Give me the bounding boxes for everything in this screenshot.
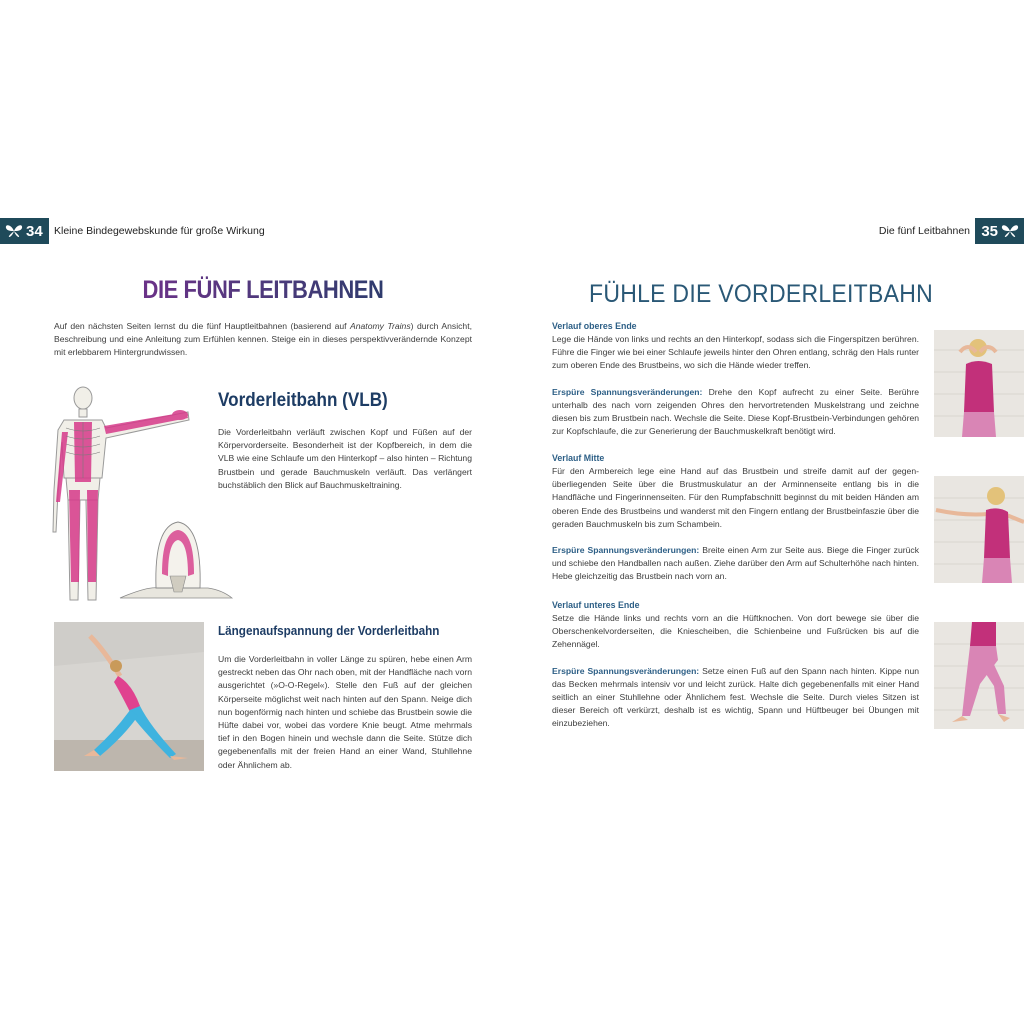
page-number: 34: [26, 222, 43, 240]
photo-lunge-foot-on-instep: [934, 622, 1024, 729]
section-lower-end: [552, 599, 919, 731]
vlb-heading: Vorderleitbahn (VLB): [218, 390, 388, 411]
section-heading: Verlauf unteres Ende: [552, 600, 640, 610]
section-text: Setze die Hände links und rechts vorn an die Hüftknochen. Von dort bewege sie über die Oberschenkelvorderseiten, die Kniescheiben, die Schienbeine und Fußrücken bis auf die Zehennägel.: [552, 613, 919, 650]
stretch-heading: Längenaufspannung der Vorderleitbahn: [218, 623, 440, 638]
section-upper-end: [552, 320, 919, 438]
anatomy-illustration-head-loop: [118, 518, 234, 602]
photo-arm-extension: [934, 476, 1024, 583]
page-title-right: FÜHLE DIE VORDERLEITBAHN: [588, 280, 934, 308]
feel-paragraph: Erspüre Spannungsveränderungen: Drehe den Kopf aufrecht zu einer Seite. Berühre unterhalb des nach vorn zeigenden Ohres den hervortretenden Muskelstrang und zeichne diesen bis zum Brustbein nach. Wechsle die Seite. Diese Kopf-Brustbein-Verbindungen gehören zur Kopfschlaufe, die zur Generierung der Bauchmuskelkraft benötigt wird.: [552, 386, 919, 437]
running-head-right: Die fünf Leitbahnen: [878, 225, 970, 237]
photo-head-loop-exercise: [934, 330, 1024, 437]
page-number: 35: [981, 222, 998, 240]
butterfly-icon: [5, 224, 23, 238]
page-number-box-left: [0, 218, 49, 244]
section-text: Lege die Hände von links und rechts an den Hinterkopf, sodass sich die Fingerspitzen berühren. Führe die Finger wie bei einer Schlaufe jeweils hinter den Ohren entlang, schräg den Hals runter zum oberen Ende des Brustbeins, wo sich die Hände wieder treffen.: [552, 334, 919, 371]
page-number-box-right: [975, 218, 1024, 244]
vlb-description: Die Vorderleitbahn verläuft zwischen Kopf und Füßen auf der Körpervorderseite. Besonderheit ist der Kopfbereich, in dem die VLB wie eine Schlaufe um den Hinterkopf – also hinten – Richtung Brustbein und gerade Bauchmuskeln verläuft. Das verlängert buchstäblich den Blick auf Bauchmuskeltraining.: [218, 427, 472, 490]
feel-paragraph: Erspüre Spannungsveränderungen: Setze einen Fuß auf den Spann nach hinten. Kippe nun das Becken mehrmals intensiv vor und leicht zurück. Halte dich gegebenenfalls mit einer Hand seitlich an einer Stuhllehne oder Ähnlichem fest. Wechsle die Seite. Durch vieles Sitzen ist dieser Bereich oft verkürzt, deshalb ist es wichtig, Spann und Hüftbeuger bei Übungen mit einzubeziehen.: [552, 665, 920, 729]
running-head-left: Kleine Bindegewebskunde für große Wirkung: [54, 225, 265, 237]
butterfly-icon: [1001, 224, 1019, 238]
section-text: Für den Armbereich lege eine Hand auf das Brustbein und streife damit auf der gegenüberliegenden Seite über die Brustmuskulatur an der Arminnenseite entlang bis in die Handfläche und Fingerinnenseiten. Für den Rumpfabschnitt beginnst du mit beiden Händen am oberen Ende des Brustbeins und wanderst mit den Fingern entlang der Brustbeinfaszie über die geraden Bauchmuskeln bis zum Schambein.: [552, 466, 919, 529]
feel-paragraph: Erspüre Spannungsveränderungen: Breite einen Arm zur Seite aus. Biege die Finger zurück und schiebe den Handballen nach außen. Ziehe darüber den Arm auf Schulterhöhe nach hinten. Hebe gleichzeitig das Brustbein nach vorn an.: [552, 545, 919, 582]
intro-paragraph: Auf den nächsten Seiten lernst du die fünf Hauptleitbahnen (basierend auf Anatomy Trains) durch Ansicht, Beschreibung und eine Anleitung zum Erfühlen kennen. Steige ein in dieses perspektivverändernde Konzept mit erlebbarem Hintergrundwissen.: [54, 321, 472, 358]
page-title-left: DIE FÜNF LEITBAHNEN: [79, 276, 447, 305]
section-heading: Verlauf oberes Ende: [552, 321, 637, 331]
stretch-description: Um die Vorderleitbahn in voller Länge zu spüren, hebe einen Arm gestreckt neben das Ohr nach oben, mit der Handfläche nach vorn ausgerichtet (»O-O-Regel«). Stelle den Fuß auf der gleichen Körperseite möglichst weit nach hinten auf den Spann. Neige dich nun bogenförmig nach hinten und schiebe das Brustbein sowie die Hüfte dabei vor, wobei das vordere Knie beugt. Atme mehrmals tief in den Bogen hinein und wechsle dann die Seite. Stütze dich gegebenenfalls mit der freien Hand an einer Wand, Stuhllehne oder Ähnlichem ab.: [218, 654, 472, 770]
photo-backbend-pose: [54, 622, 204, 771]
section-heading: Verlauf Mitte: [552, 453, 605, 463]
section-middle: [552, 452, 919, 584]
